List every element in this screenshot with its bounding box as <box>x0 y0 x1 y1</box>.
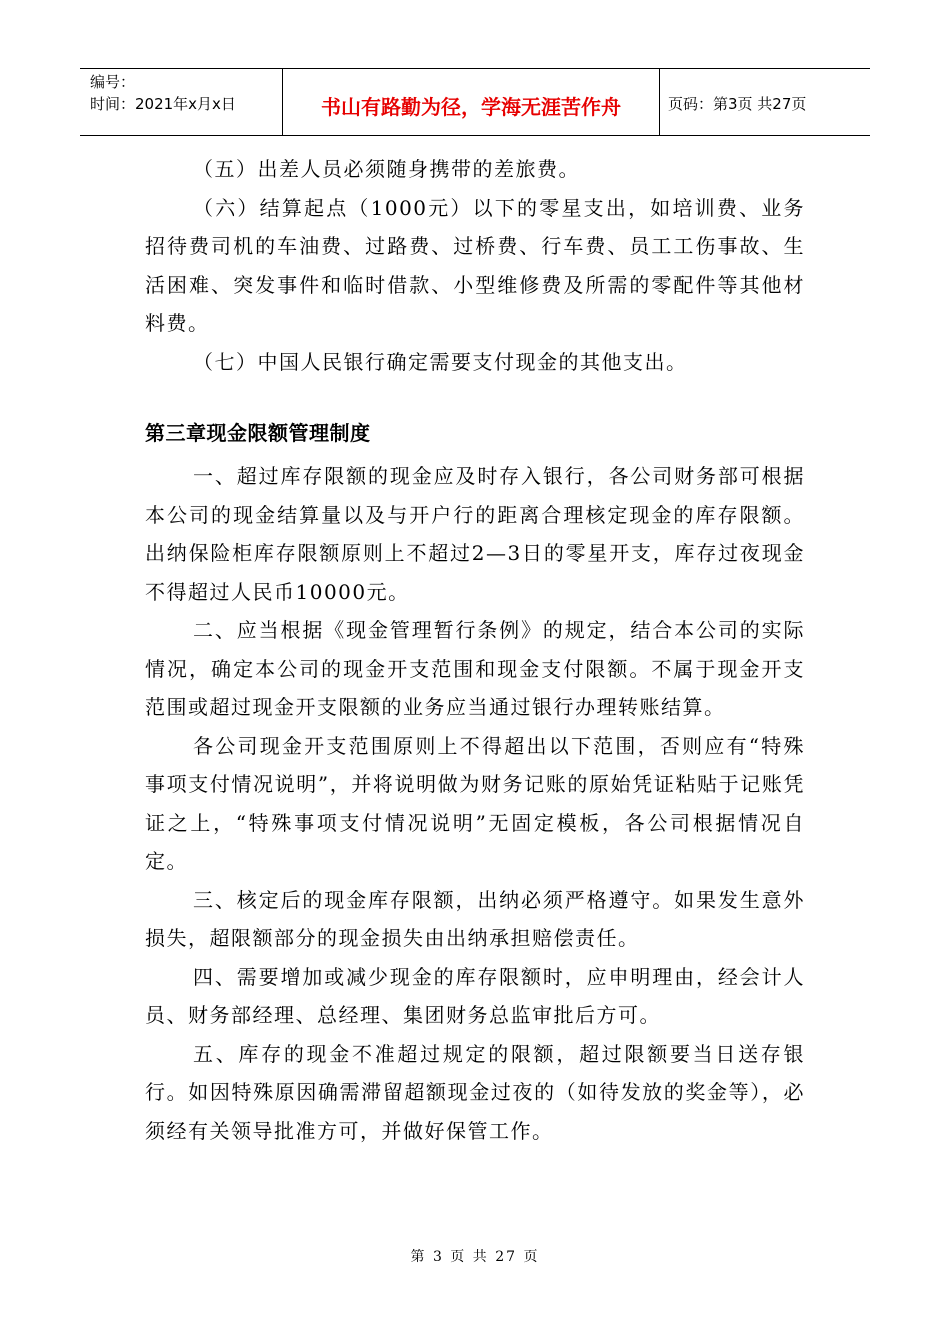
paragraph-rule-3: 三、核定后的现金库存限额，出纳必须严格遵守。如果发生意外损失，超限额部分的现金损失由出纳承担赔偿责任。 <box>145 887 805 950</box>
chapter-title: 第三章现金限额管理制度 <box>145 421 371 445</box>
document-number-label: 编号： <box>90 73 136 91</box>
paragraph-rule-5: 五、库存的现金不准超过规定的限额，超过限额要当日送存银行。如因特殊原因确需滞留超额现金过夜的（如待发放的奖金等），必须经有关领导批准方可，并做好保管工作。 <box>145 1041 805 1143</box>
document-time-label: 时间：2021年x月x日 <box>90 95 236 113</box>
page-header <box>80 68 870 136</box>
paragraph-item-6: （六）结算起点（1000元）以下的零星支出，如培训费、业务招待费司机的车油费、过路费、过桥费、行车费、员工工伤事故、生活困难、突发事件和临时借款、小型维修费及所需的零配件等其他材料费。 <box>145 195 805 335</box>
paragraph-rule-1: 一、超过库存限额的现金应及时存入银行，各公司财务部可根据本公司的现金结算量以及与开户行的距离合理核定现金的库存限额。出纳保险柜库存限额原则上不超过2—3日的零星开支，库存过夜现金不得超过人民币10000元。 <box>145 464 805 604</box>
paragraph-rule-2: 二、应当根据《现金管理暂行条例》的规定，结合本公司的实际情况，确定本公司的现金开支范围和现金支付限额。不属于现金开支范围或超过现金开支限额的业务应当通过银行办理转账结算。 <box>145 618 805 719</box>
paragraph-rule-2-scope: 各公司现金开支范围原则上不得超出以下范围，否则应有“特殊事项支付情况说明”，并将说明做为财务记账的原始凭证粘贴于记账凭证之上，“特殊事项支付情况说明”无固定模板，各公司根据情况自定。 <box>145 733 805 873</box>
paragraph-rule-4: 四、需要增加或减少现金的库存限额时，应申明理由，经会计人员、财务部经理、总经理、集团财务总监审批后方可。 <box>145 964 805 1027</box>
paragraph-item-7: （七）中国人民银行确定需要支付现金的其他支出。 <box>193 349 688 374</box>
paragraph-item-5: （五）出差人员必须随身携带的差旅费。 <box>193 157 580 181</box>
header-page-info: 页码：第3页 共27页 <box>668 94 807 113</box>
document-body <box>145 150 805 1150</box>
header-meta <box>80 69 283 135</box>
header-motto: 书山有路勤为径，学海无涯苦作舟 <box>283 69 660 135</box>
page-footer: 第 3 页 共 27 页 <box>410 1249 540 1265</box>
